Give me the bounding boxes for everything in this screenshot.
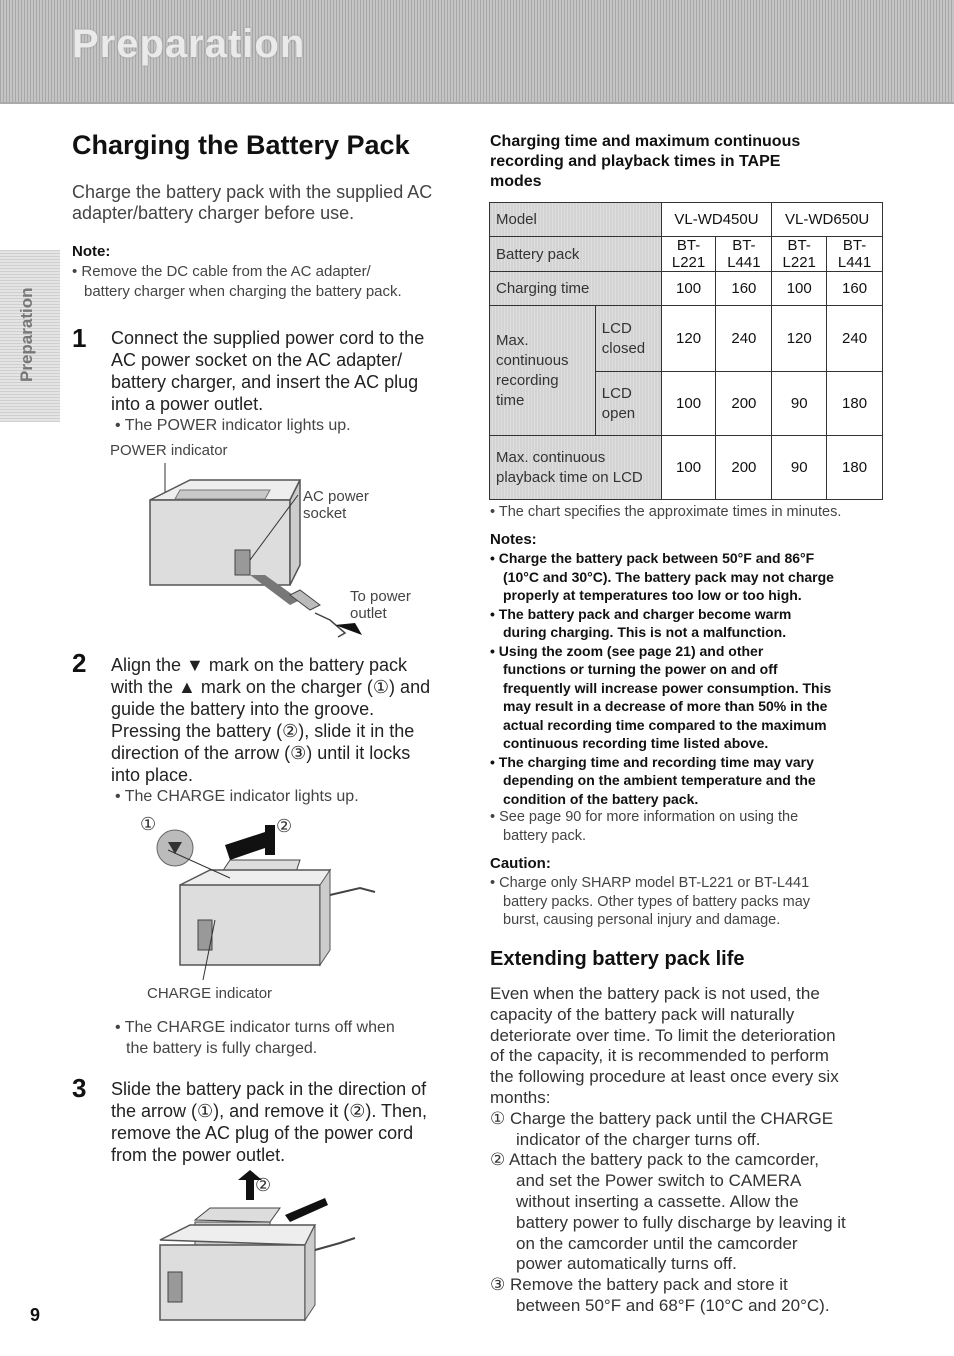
- lcd-closed-cell: 120: [772, 306, 827, 372]
- heading-line: Charging time and maximum continuous: [490, 133, 801, 150]
- note-line: • The battery pack and charger become warm: [490, 605, 792, 622]
- label-line: continuous: [496, 351, 569, 369]
- section-title: Preparation: [72, 22, 306, 66]
- caution-text: [490, 874, 810, 930]
- note-heading: Note:: [72, 243, 111, 260]
- step-line: with the ▲ mark on the charger (①) and: [111, 677, 431, 697]
- note-line: may result in a decrease of more than 50% in the: [503, 698, 828, 714]
- ext-step: [490, 1275, 846, 1317]
- heading-line: modes: [490, 173, 542, 190]
- label-line: closed: [601, 339, 646, 357]
- lcd-closed-cell: 120: [661, 306, 716, 372]
- page-title: Charging the Battery Pack: [72, 130, 410, 160]
- step-line: Connect the supplied power cord to the: [111, 328, 425, 348]
- heading-line: recording and playback times in TAPE: [490, 153, 781, 170]
- table-row: [490, 237, 883, 272]
- note-line: depending on the ambient temperature and the: [503, 772, 816, 788]
- label-line: AC power: [303, 488, 369, 505]
- charging-cell: 100: [772, 272, 827, 306]
- caution-line: burst, causing personal injury and damage.: [503, 912, 781, 928]
- note-line: • Charge the battery pack between 50°F and 86°F: [490, 550, 815, 566]
- step-line: ① Charge the battery pack until the CHARGE: [490, 1108, 834, 1128]
- step-1-bullet: • The POWER indicator lights up.: [115, 417, 351, 434]
- step-line: battery charger, and insert the AC plug: [111, 372, 419, 392]
- step-line: and set the Power switch to CAMERA: [516, 1171, 802, 1191]
- label-line: LCD: [601, 319, 632, 337]
- note-item: [490, 753, 834, 809]
- notes-heading: Notes:: [490, 531, 537, 548]
- step-line: battery power to fully discharge by leaving it: [516, 1212, 846, 1232]
- step-1-text: [111, 327, 424, 415]
- intro-line: of the capacity, it is recommended to perform: [490, 1046, 829, 1066]
- charger-illustration-2: [150, 820, 390, 990]
- label-line: outlet: [350, 605, 387, 622]
- step-line: into a power outlet.: [111, 394, 264, 414]
- extending-intro: [490, 984, 846, 1317]
- table-row: [490, 436, 883, 500]
- side-tab-label: Preparation: [17, 287, 36, 382]
- note-line: functions or turning the power on and off: [503, 661, 778, 677]
- marker-1: ①: [140, 814, 157, 834]
- step-3-number: 3: [72, 1073, 87, 1103]
- step-line: ③ Remove the battery pack and store it: [490, 1275, 788, 1295]
- see-page-line: battery pack.: [503, 827, 587, 844]
- caution-heading: Caution:: [490, 855, 551, 872]
- note-line: frequently will increase power consumption. This: [503, 679, 832, 696]
- lcd-open-cell: 180: [827, 372, 883, 436]
- caution-line: battery packs. Other types of battery packs may: [503, 893, 811, 910]
- note-line: • Remove the DC cable from the AC adapter/: [72, 263, 371, 280]
- spec-table: [489, 202, 883, 500]
- battery-cell: BT-L221: [772, 237, 827, 272]
- extending-heading: Extending battery pack life: [490, 948, 745, 970]
- label-line: Max. continuous: [496, 448, 606, 466]
- step-line: without inserting a cassette. Allow the: [516, 1191, 799, 1211]
- note-line: during charging. This is not a malfunction.: [503, 624, 787, 640]
- step-line: guide the battery into the groove.: [111, 699, 375, 719]
- step-line: on the camcorder until the camcorder: [516, 1233, 798, 1253]
- table-heading: [490, 132, 800, 192]
- ext-step: [490, 1150, 846, 1275]
- battery-label: Battery pack: [490, 237, 662, 272]
- intro: [72, 182, 432, 224]
- see-page: [490, 808, 798, 845]
- charge-indicator-label: CHARGE indicator: [147, 985, 273, 1002]
- ext-step: [490, 1109, 846, 1151]
- step-line: direction of the arrow (③) until it locks: [111, 743, 411, 763]
- label-line: time: [496, 391, 525, 409]
- battery-cell: BT-L221: [661, 237, 716, 272]
- table-row: [490, 272, 883, 306]
- lcd-open-cell: 200: [716, 372, 772, 436]
- intro-line: months:: [490, 1087, 551, 1107]
- note-line: actual recording time compared to the maximum: [503, 716, 827, 733]
- step-line: the arrow (①), and remove it (②). Then,: [111, 1101, 428, 1121]
- table-footnote: • The chart specifies the approximate times in minutes.: [490, 504, 842, 520]
- step-line: between 50°F and 68°F (10°C and 20°C).: [516, 1295, 830, 1315]
- step-line: AC power socket on the AC adapter/: [111, 350, 403, 370]
- model-cell: VL-WD450U: [661, 203, 772, 237]
- power-indicator-label: POWER indicator: [110, 442, 228, 459]
- intro-line: Charge the battery pack with the supplied AC: [72, 182, 433, 202]
- step-line: remove the AC plug of the power cord: [111, 1123, 414, 1143]
- step-line: into place.: [111, 765, 194, 785]
- step-1-number: 1: [72, 323, 87, 353]
- note-line: (10°C and 30°C). The battery pack may not charge: [503, 568, 834, 585]
- step-line: Pressing the battery (②), slide it in the: [111, 721, 415, 741]
- model-label: Model: [490, 203, 662, 237]
- intro-line: deteriorate over time. To limit the deterioration: [490, 1025, 836, 1045]
- table-row: [490, 203, 883, 237]
- lcd-open-cell: 100: [661, 372, 716, 436]
- note-line: condition of the battery pack.: [503, 790, 699, 807]
- step-line: indicator of the charger turns off.: [516, 1129, 761, 1149]
- battery-cell: BT-L441: [827, 237, 883, 272]
- page-number: 9: [30, 1305, 41, 1325]
- lcd-closed-label: [595, 306, 661, 372]
- battery-cell: BT-L441: [716, 237, 772, 272]
- marker-2: ②: [255, 1175, 272, 1195]
- step-line: Slide the battery pack in the direction of: [111, 1079, 427, 1099]
- playback-label: [490, 436, 662, 500]
- header-band: [0, 0, 954, 104]
- intro-line: capacity of the battery pack will naturally: [490, 1004, 795, 1024]
- charging-cell: 160: [716, 272, 772, 306]
- playback-cell: 180: [827, 436, 883, 500]
- label-line: socket: [303, 505, 347, 522]
- step-line: power automatically turns off.: [516, 1254, 737, 1274]
- step-line: ② Attach the battery pack to the camcorder,: [490, 1150, 819, 1170]
- playback-cell: 90: [772, 436, 827, 500]
- table-row: [490, 306, 883, 372]
- label-line: LCD: [601, 384, 632, 402]
- note-item: [490, 642, 834, 753]
- label-line: playback time on LCD: [496, 468, 643, 486]
- label-line: recording: [496, 371, 559, 389]
- lcd-open-cell: 90: [772, 372, 827, 436]
- side-tab: [0, 250, 60, 422]
- bullet-line: • The CHARGE indicator turns off when: [115, 1019, 395, 1036]
- intro-line: Even when the battery pack is not used, the: [490, 984, 820, 1003]
- marker-2: ②: [276, 816, 293, 836]
- step-2-number: 2: [72, 648, 87, 678]
- step-line: from the power outlet.: [111, 1145, 286, 1165]
- intro-line: adapter/battery charger before use.: [72, 203, 355, 223]
- label-line: Max.: [496, 331, 529, 349]
- lcd-closed-cell: 240: [827, 306, 883, 372]
- note-item: [490, 549, 834, 605]
- step-line: Align the ▼ mark on the battery pack: [111, 655, 407, 675]
- see-page-line: • See page 90 for more information on using the: [490, 809, 799, 825]
- note-line: • The charging time and recording time may vary: [490, 753, 814, 770]
- note-line: continuous recording time listed above.: [503, 735, 769, 751]
- note-line: battery charger when charging the battery pack.: [84, 283, 402, 300]
- lcd-open-label: [595, 372, 661, 436]
- note-item: [490, 605, 834, 642]
- lcd-closed-cell: 240: [716, 306, 772, 372]
- charging-label: Charging time: [490, 272, 662, 306]
- charging-cell: 160: [827, 272, 883, 306]
- note-line: • Using the zoom (see page 21) and other: [490, 642, 764, 659]
- intro-line: the following procedure at least once every six: [490, 1067, 839, 1087]
- note-line: properly at temperatures too low or too high.: [503, 587, 802, 603]
- notes-list: [490, 549, 834, 808]
- charger-illustration-1: [140, 455, 370, 645]
- step-2-text: [111, 654, 430, 786]
- max-recording-label: [490, 306, 596, 436]
- charging-cell: 100: [661, 272, 716, 306]
- bullet-line: the battery is fully charged.: [126, 1040, 318, 1057]
- step-2-after: [115, 1017, 395, 1059]
- caution-line: • Charge only SHARP model BT-L221 or BT-L441: [490, 875, 810, 891]
- playback-cell: 100: [661, 436, 716, 500]
- model-cell: VL-WD650U: [772, 203, 883, 237]
- label-line: open: [601, 404, 636, 422]
- charger-illustration-3: [150, 1170, 370, 1330]
- step-2-bullet: • The CHARGE indicator lights up.: [115, 788, 359, 805]
- label-line: To power: [350, 588, 411, 605]
- note-text: [72, 262, 402, 302]
- playback-cell: 200: [716, 436, 772, 500]
- step-3-text: [111, 1078, 427, 1166]
